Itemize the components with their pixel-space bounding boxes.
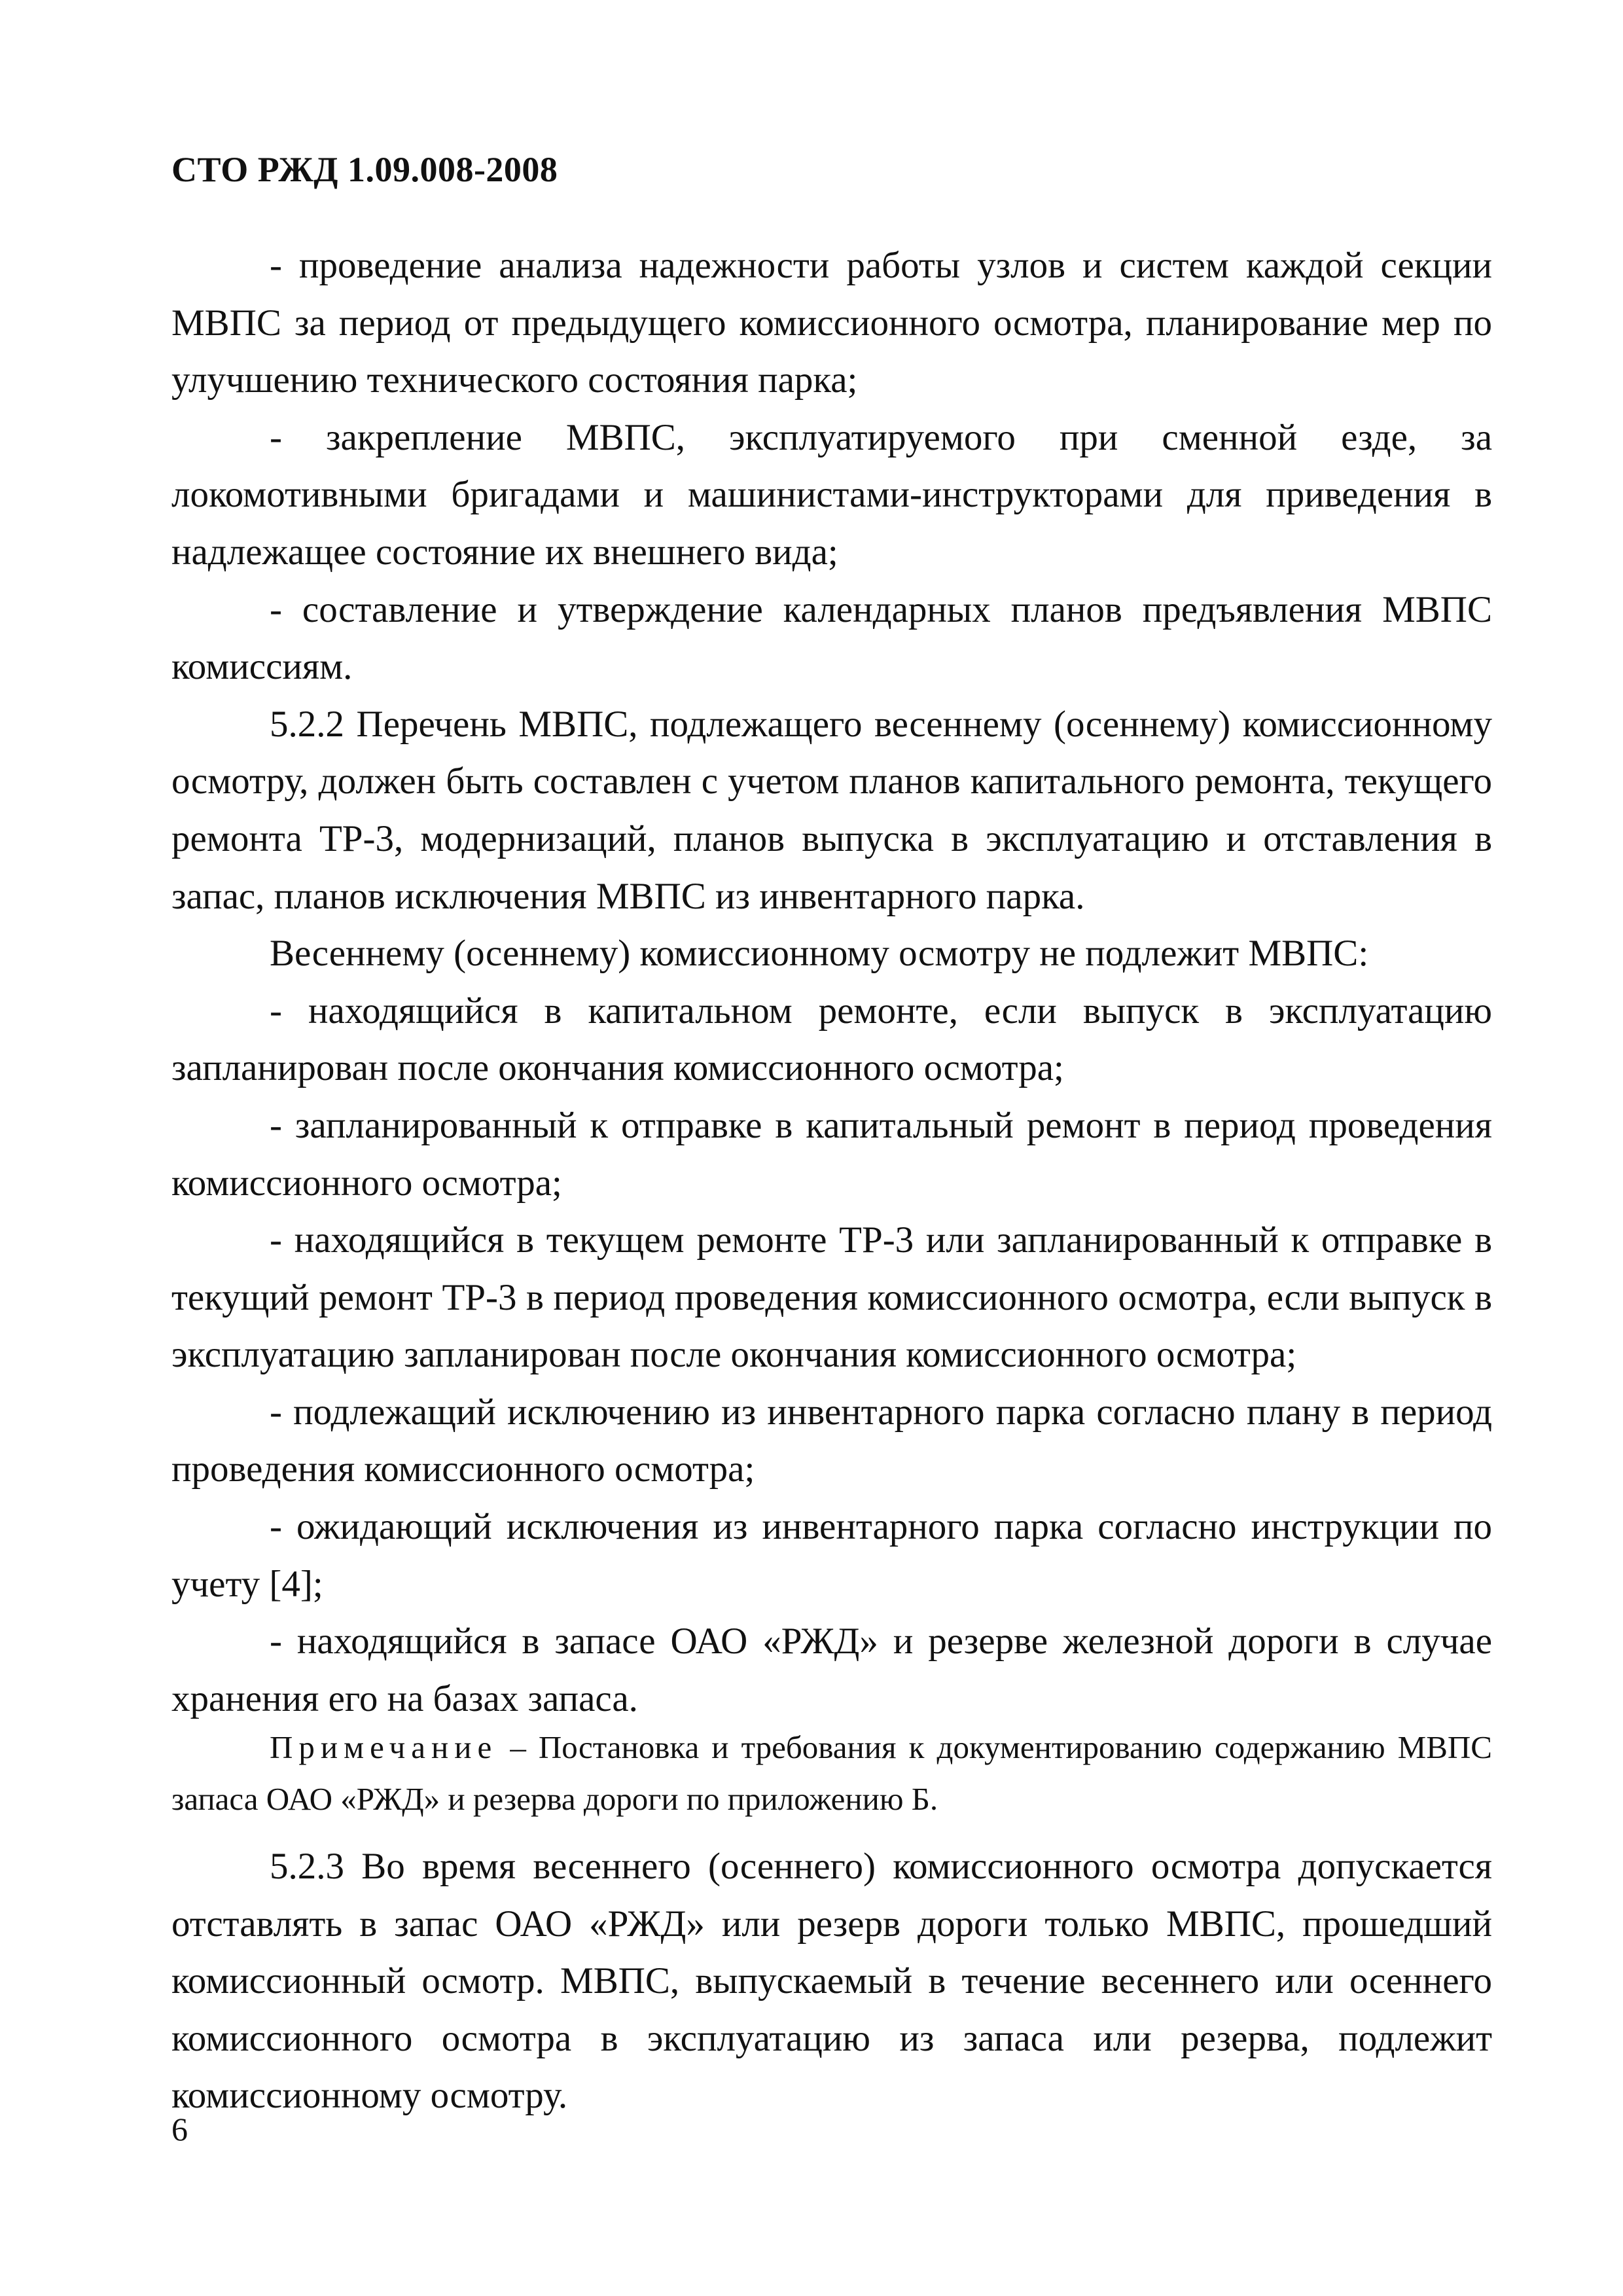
- paragraph-exemption-awaiting-removal: - ожидающий исключения из инвентарного парка согласно инструкции по учету [4];: [171, 1506, 1492, 1605]
- note-label: Примечание: [270, 1729, 498, 1765]
- paragraph-section-5-2-2: 5.2.2 Перечень МВПС, подлежащего весеннему (осеннему) комиссионному осмотру, должен быть составлен с учетом планов капитального ремонта, текущего ремонта ТР-3, модернизаций, планов выпуска в эксплуатацию и отставления в запас, планов исключения МВПС из инвентарного парка.: [171, 703, 1492, 917]
- note-block: [171, 1721, 1492, 1825]
- paragraph-exemption-tr3-repair: - находящийся в текущем ремонте ТР-3 или запланированный к отправке в текущий ремонт ТР-3 в период проведения комиссионного осмотра, если выпуск в эксплуатацию запланирован после окончания комиссионного осмотра;: [171, 1219, 1492, 1376]
- paragraph-exemption-reserve-storage: - находящийся в запасе ОАО «РЖД» и резерве железной дороги в случае хранения его на базах запаса.: [171, 1621, 1492, 1719]
- paragraph-calendar-plans: - составление и утверждение календарных планов предъявления МВПС комиссиям.: [171, 588, 1492, 688]
- paragraph-exemption-capital-repair: - находящийся в капитальном ремонте, если выпуск в эксплуатацию запланирован после окончания комиссионного осмотра;: [171, 990, 1492, 1089]
- note-paragraph: [171, 1721, 1492, 1825]
- main-body-text: [171, 237, 1492, 1727]
- paragraph-crew-assignment: - закрепление МВПС, эксплуатируемого при сменной езде, за локомотивными бригадами и машинистами-инструкторами для приведения в надлежащее состояние их внешнего вида;: [171, 416, 1492, 573]
- paragraph-exemptions-intro: Весеннему (осеннему) комиссионному осмотру не подлежит МВПС:: [270, 933, 1369, 975]
- paragraph-exemption-inventory-removal: - подлежащий исключению из инвентарного парка согласно плану в период проведения комиссионного осмотра;: [171, 1391, 1492, 1490]
- page-number: 6: [171, 2111, 188, 2147]
- paragraph-exemption-planned-capital-repair: - запланированный к отправке в капитальный ремонт в период проведения комиссионного осмотра;: [171, 1104, 1492, 1204]
- paragraph-section-5-2-3: 5.2.3 Во время весеннего (осеннего) комиссионного осмотра допускается отставлять в запас ОАО «РЖД» или резерв дороги только МВПС, прошедший комиссионный осмотр. МВПС, выпускаемый в течение весеннего или осеннего комиссионного осмотра в эксплуатацию из запаса или резерва, подлежит комиссионному осмотру.: [171, 1846, 1492, 2117]
- document-code-header: СТО РЖД 1.09.008-2008: [171, 150, 558, 189]
- body-text-after-note: [171, 1838, 1492, 2125]
- paragraph-reliability-analysis: - проведение анализа надежности работы узлов и систем каждой секции МВПС за период от предыдущего комиссионного осмотра, планирование мер по улучшению технического состояния парка;: [171, 245, 1492, 401]
- note-text: – Постановка и требования к документированию содержанию МВПС запаса ОАО «РЖД» и резерва дороги по приложению Б.: [171, 1729, 1492, 1817]
